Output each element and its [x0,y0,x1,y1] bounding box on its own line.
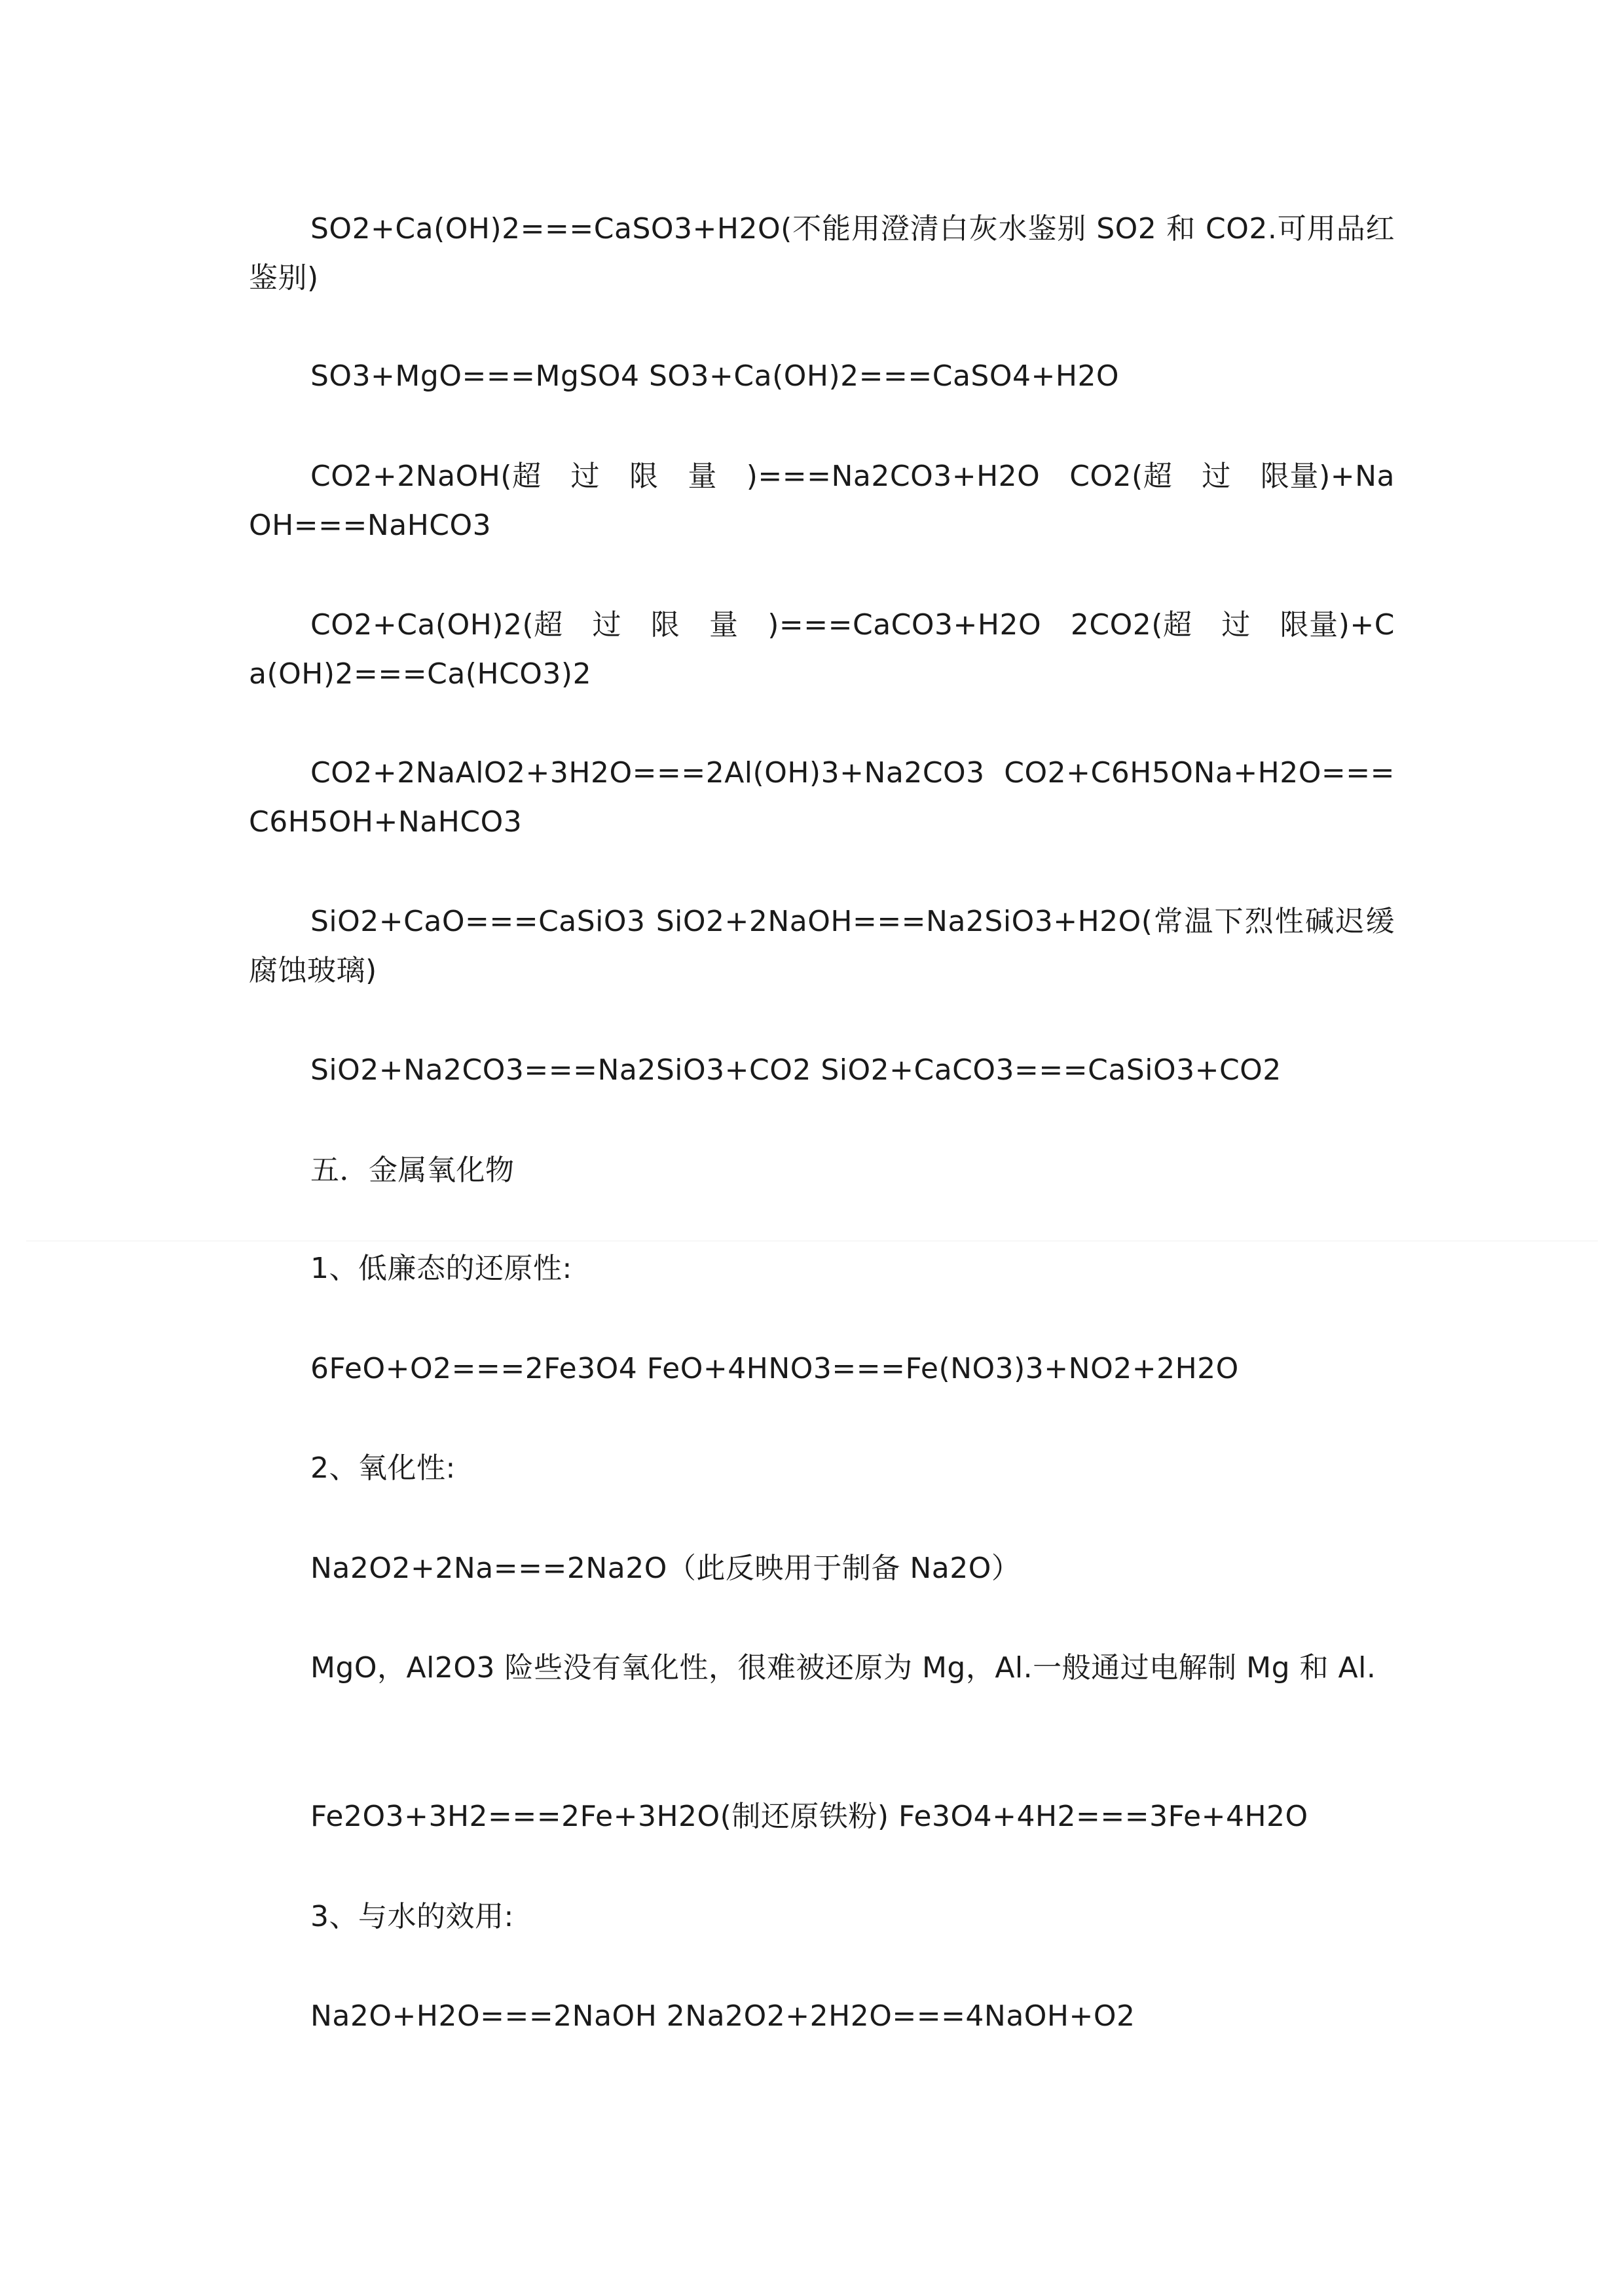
paragraph-so2-caoh2: SO2+Ca(OH)2===CaSO3+H2O(不能用澄清白灰水鉴别 SO2 和 CO2.可用品红鉴别) [249,212,1395,295]
paragraph-co2-naoh: CO2+2NaOH(超 过 限 量 )===Na2CO3+H2O CO2(超 过 限量)+NaOH===NaHCO3 [249,460,1395,542]
paragraph-mgo-al2o3: MgO，Al2O3 险些没有氧化性，很难被还原为 Mg，Al.一般通过电解制 Mg 和 Al. [310,1651,1376,1685]
paragraph-co2-caoh2: CO2+Ca(OH)2(超 过 限 量 )===CaCO3+H2O 2CO2(超 过 限量)+Ca(OH)2===Ca(HCO3)2 [249,608,1395,691]
paragraph-so3-reactions: SO3+MgO===MgSO4 SO3+Ca(OH)2===CaSO4+H2O [310,359,1120,393]
subheading-reducing: 1、低廉态的还原性: [310,1252,572,1285]
subheading-with-water: 3、与水的效用: [310,1900,514,1933]
paragraph-sio2-na2co3: SiO2+Na2CO3===Na2SiO3+CO2 SiO2+CaCO3===CaSiO3+CO2 [310,1053,1282,1087]
paragraph-na2o2-na: Na2O2+2Na===2Na2O（此反映用于制备 Na2O） [310,1552,1021,1585]
paragraph-feo-reactions: 6FeO+O2===2Fe3O4 FeO+4HNO3===Fe(NO3)3+NO2+2H2O [310,1352,1239,1385]
paragraph-fe2o3-h2: Fe2O3+3H2===2Fe+3H2O(制还原铁粉) Fe3O4+4H2===3Fe+4H2O [310,1800,1308,1833]
paragraph-co2-naalo2: CO2+2NaAlO2+3H2O===2Al(OH)3+Na2CO3 CO2+C6H5ONa+H2O===C6H5OH+NaHCO3 [249,756,1395,839]
subheading-oxidizing: 2、氧化性: [310,1451,456,1485]
paragraph-na2o-h2o: Na2O+H2O===2NaOH 2Na2O2+2H2O===4NaOH+O2 [310,1999,1135,2033]
paragraph-sio2-cao: SiO2+CaO===CaSiO3 SiO2+2NaOH===Na2SiO3+H2O(常温下烈性碱迟缓腐蚀玻璃) [249,905,1395,987]
section-heading-metal-oxides: 五．金属氧化物 [310,1154,515,1187]
